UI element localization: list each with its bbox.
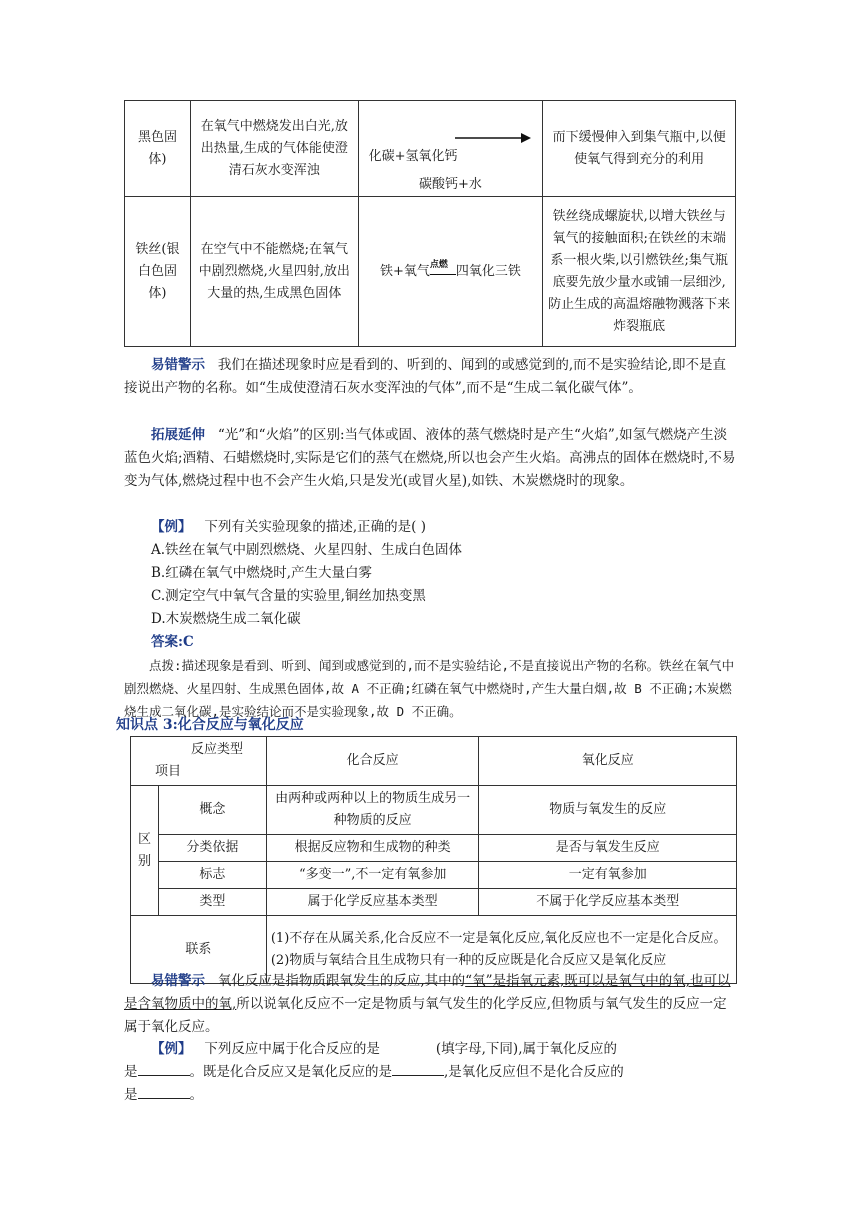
value-cell: 由两种或两种以上的物质生成另一种物质的反应 (266, 786, 479, 835)
reaction-compare-table (130, 736, 737, 984)
link-label-cell: 联系 (131, 916, 267, 984)
underlined-text: “氧”是指氧元素,既可以是氧气中的氧,也可以是含氧物质中的氧, (124, 973, 731, 1012)
answer: 答案:C (151, 634, 194, 650)
group-cell: 区别 (131, 786, 159, 916)
question-text: 是 (124, 1087, 138, 1103)
value-cell: 一定有氧参加 (479, 862, 737, 889)
table-row (125, 101, 736, 197)
equation-right: 四氧化三铁 (455, 263, 521, 279)
item-cell: 类型 (158, 889, 266, 916)
extension-text: “光”和“火焰”的区别:当气体或固、液体的蒸气燃烧时是产生“火焰”,如氢气燃烧产生淡蓝色火焰;酒精、石蜡燃烧时,实际是它们的蒸气在燃烧,所以也会产生火焰。高沸点的固体在燃烧时,不易变为气体,燃烧过程中也不会产生火焰,只是发光(或冒火星),如铁、木炭燃烧时的现象。 (124, 427, 736, 489)
phenomenon-cell: 在空气中不能燃烧;在氧气中剧烈燃烧,火星四射,放出大量的热,生成黑色固体 (190, 197, 358, 347)
table-row (131, 862, 737, 889)
example-question: 下列有关实验现象的描述,正确的是( ) (204, 519, 426, 535)
warning-text: 我们在描述现象时应是看到的、听到的、闻到的或感觉到的,而不是实验结论,即不是直接说出产物的名称。如“生成使澄清石灰水变浑浊的气体”,而不是“生成二氧化碳气体”。 (124, 357, 726, 396)
item-cell: 分类依据 (158, 835, 266, 862)
option-b: B.红磷在氧气中燃烧时,产生大量白雾 (151, 565, 373, 581)
item-cell: 标志 (158, 862, 266, 889)
extension-paragraph (124, 424, 736, 493)
material-cell: 黑色固体) (125, 101, 191, 197)
option-d: D.木炭燃烧生成二氧化碳 (151, 611, 301, 627)
section-title: 知识点 3:化合反应与氧化反应 (116, 717, 304, 733)
equation-left: 铁+氧气 (379, 263, 430, 279)
example-block (124, 516, 736, 723)
example-label: 【例】 (151, 1041, 192, 1057)
value-cell: 根据反应物和生成物的种类 (266, 835, 479, 862)
value-cell: “多变一”,不一定有氧参加 (266, 862, 479, 889)
warning-text: 所以说氧化反应不一定是物质与氧气发生的化学反应,但物质与氧气发生的反应一定属于氧化反应。 (124, 996, 727, 1035)
answer-blank[interactable] (138, 1084, 190, 1099)
corner-bottom: 项目 (155, 764, 182, 779)
condition-label: 点燃 (429, 259, 448, 270)
value-cell: 不属于化学反应基本类型 (479, 889, 737, 916)
warning-paragraph (124, 354, 736, 400)
column-header: 氧化反应 (479, 737, 737, 786)
note-cell: 而下缓慢伸入到集气瓶中,以便使氧气得到充分的利用 (543, 101, 736, 197)
warning-text: 氧化反应是指物质跟氧发生的反应,其中的 (217, 973, 466, 989)
question-text: 下列反应中属于化合反应的是 (204, 1041, 380, 1057)
question-text: 。 (189, 1087, 203, 1103)
value-cell: 是否与氧发生反应 (479, 835, 737, 862)
value-cell: 物质与氧发生的反应 (479, 786, 737, 835)
equation-line-2: 碳酸钙+水 (419, 176, 482, 192)
example-label: 【例】 (151, 519, 192, 535)
value-cell: 属于化学反应基本类型 (266, 889, 479, 916)
arrow-icon (359, 102, 544, 146)
column-header: 化合反应 (266, 737, 479, 786)
answer-blank[interactable] (138, 1061, 190, 1076)
equation-cell (358, 101, 543, 197)
option-c: C.测定空气中氧气含量的实验里,铜丝加热变黑 (151, 588, 426, 604)
hint: 点拨:描述现象是看到、听到、闻到或感觉到的,而不是实验结论,不是直接说出产物的名称。铁丝在氧气中剧烈燃烧、火星四射、生成黑色固体,故 A 不正确;红磷在氧气中燃烧时,产生大量白烟,故 B 不正确;木炭燃烧生成二氧化碳,是实验结论而不是实验现象,故 D 不正确。 (124, 658, 735, 719)
equation-cell (358, 197, 543, 347)
question-text: (填字母,下同),属于氧化反应的 (435, 1041, 617, 1057)
equation-arrow-area (359, 102, 543, 146)
answer-blank[interactable] (392, 1061, 444, 1076)
warning-paragraph-2 (124, 970, 736, 1039)
table-header-row (131, 737, 737, 786)
material-cell: 铁丝(银白色固体) (125, 197, 191, 347)
question-text: ,是氧化反应但不是化合反应的 (444, 1064, 624, 1080)
table-row (131, 835, 737, 862)
warning-label: 易错警示 (151, 357, 205, 373)
option-a: A.铁丝在氧气中剧烈燃烧、火星四射、生成白色固体 (151, 542, 463, 558)
combustion-table (124, 100, 736, 347)
table-row (125, 197, 736, 347)
question-text: 。既是化合反应又是氧化反应的是 (189, 1064, 392, 1080)
phenomenon-cell: 在氧气中燃烧发出白光,放出热量,生成的气体能使澄清石灰水变浑浊 (190, 101, 358, 197)
corner-cell (131, 737, 267, 786)
table-row (131, 889, 737, 916)
item-cell: 概念 (158, 786, 266, 835)
table-row (131, 786, 737, 835)
link-text-cell: (1)不存在从属关系,化合反应不一定是氧化反应,氧化反应也不一定是化合反应。(2)物质与氧结合且生成物只有一种的反应既是化合反应又是氧化反应 (266, 916, 736, 984)
warning-label: 易错警示 (151, 973, 205, 989)
example-block-2 (124, 1038, 736, 1107)
corner-top: 反应类型 (191, 742, 244, 757)
note-cell: 铁丝绕成螺旋状,以增大铁丝与氧气的接触面积;在铁丝的末端系一根火柴,以引燃铁丝;集气瓶底要先放少量水或铺一层细沙,防止生成的高温熔融物溅落下来炸裂瓶底 (543, 197, 736, 347)
equation-line-1: 化碳+氢氧化钙 (368, 148, 458, 164)
question-text: 是 (124, 1064, 138, 1080)
answer-blank[interactable] (380, 1039, 436, 1053)
extension-label: 拓展延伸 (151, 427, 205, 443)
condition-arrow (429, 259, 456, 275)
